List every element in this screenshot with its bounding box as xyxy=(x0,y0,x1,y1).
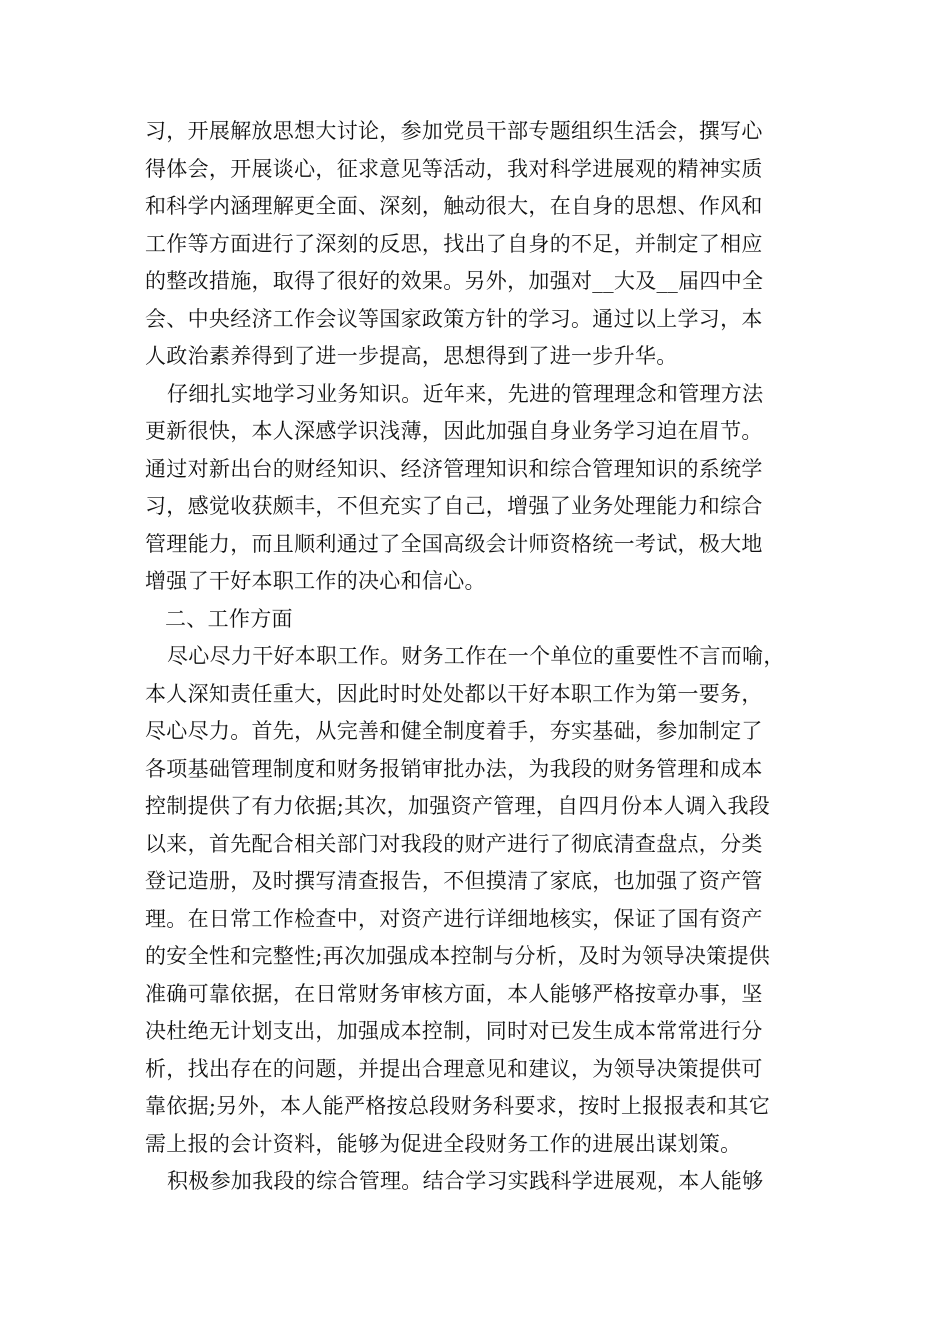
text-line: 仔细扎实地学习业务知识。近年来，先进的管理理念和管理方法 xyxy=(167,381,764,406)
text-line: 以来，首先配合相关部门对我段的财产进行了彻底清查盘点，分类 xyxy=(145,831,763,856)
text-line: 的整改措施，取得了很好的效果。另外，加强对__大及__届四中全 xyxy=(145,269,764,293)
text-line: 需上报的会计资料，能够为促进全段财务工作的进展出谋划策。 xyxy=(145,1131,742,1156)
text-line: 习，开展解放思想大讨论，参加党员干部专题组织生活会，撰写心 xyxy=(145,119,763,143)
text-line: 增强了干好本职工作的决心和信心。 xyxy=(145,569,486,593)
text-line: 尽心尽力干好本职工作。财务工作在一个单位的重要性不言而喻， xyxy=(167,644,785,668)
paragraph-business-study xyxy=(145,376,807,601)
text-line: 更新很快，本人深感学识浅薄，因此加强自身业务学习迫在眉节。 xyxy=(145,419,763,443)
text-line: 的安全性和完整性;再次加强成本控制与分析，及时为领导决策提供 xyxy=(145,944,771,968)
paragraph-core-work xyxy=(145,638,807,1163)
text-line: 准确可靠依据，在日常财务审核方面，本人能够严格按章办事，坚 xyxy=(145,981,763,1006)
text-line: 和科学内涵理解更全面、深刻，触动很大，在自身的思想、作风和 xyxy=(145,194,763,218)
text-line: 积极参加我段的综合管理。结合学习实践科学进展观，本人能够 xyxy=(167,1169,764,1193)
text-line: 会、中央经济工作会议等国家政策方针的学习。通过以上学习，本 xyxy=(145,306,763,331)
text-line: 管理能力，而且顺利通过了全国高级会计师资格统一考试，极大地 xyxy=(145,531,763,556)
text-line: 得体会，开展谈心，征求意见等活动，我对科学进展观的精神实质 xyxy=(145,156,763,181)
text-line: 尽心尽力。首先，从完善和健全制度着手，夯实基础，参加制定了 xyxy=(145,719,763,743)
text-line: 理。在日常工作检查中，对资产进行详细地核实，保证了国有资产 xyxy=(145,906,763,931)
text-line: 人政治素养得到了进一步提高，思想得到了进一步升华。 xyxy=(145,344,678,368)
text-line: 登记造册，及时撰写清查报告，不但摸清了家底，也加强了资产管 xyxy=(145,869,763,893)
text-line: 通过对新出台的财经知识、经济管理知识和综合管理知识的系统学 xyxy=(145,456,763,481)
text-line: 决杜绝无计划支出，加强成本控制，同时对已发生成本常常进行分 xyxy=(145,1019,763,1043)
text-line: 习，感觉收获颇丰，不但充实了自己，增强了业务处理能力和综合 xyxy=(145,494,763,518)
text-line: 各项基础管理制度和财务报销审批办法，为我段的财务管理和成本 xyxy=(145,756,763,781)
text-line: 控制提供了有力依据;其次，加强资产管理，自四月份本人调入我段 xyxy=(145,794,771,818)
text-line: 工作等方面进行了深刻的反思，找出了自身的不足，并制定了相应 xyxy=(145,231,763,256)
paragraph-comprehensive-management xyxy=(145,1163,807,1201)
text-line: 靠依据;另外，本人能严格按总段财务科要求，按时上报报表和其它 xyxy=(145,1094,771,1118)
text-line: 析，找出存在的问题，并提出合理意见和建议，为领导决策提供可 xyxy=(145,1056,763,1081)
paragraph-political-study xyxy=(145,113,807,376)
section-heading: 二、工作方面 xyxy=(165,606,293,631)
document-page xyxy=(145,113,807,1201)
text-line: 本人深知责任重大，因此时时处处都以干好本职工作为第一要务， xyxy=(145,681,763,706)
